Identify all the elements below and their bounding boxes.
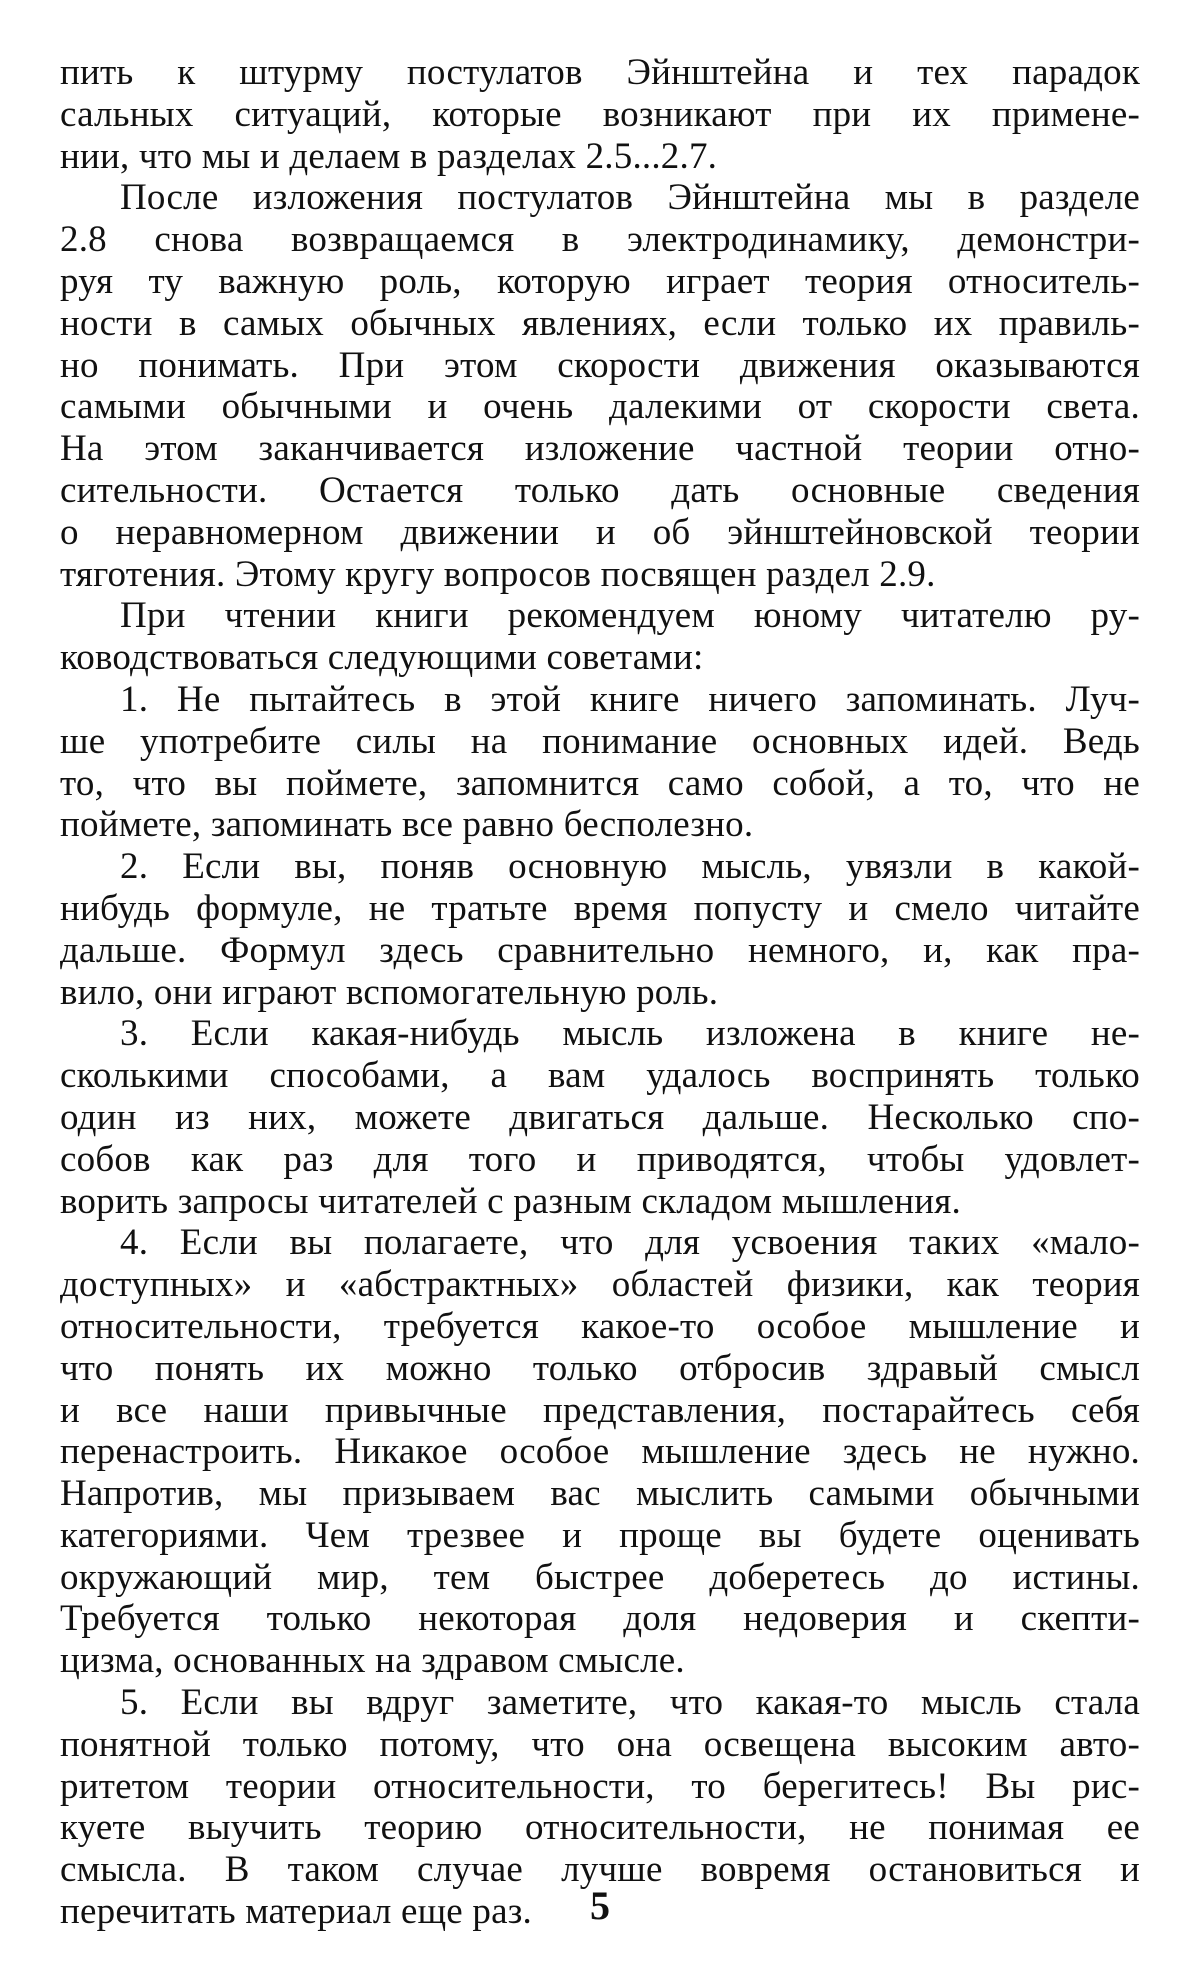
- text-line: 3. Если какая-нибудь мысль изложена в книге не-: [120, 1013, 1140, 1055]
- text-line: вило, они играют вспомогательную роль.: [60, 971, 719, 1013]
- text-line: сколькими способами, а вам удалось воспринять только: [60, 1055, 1140, 1097]
- text-line: нибудь формуле, не тратьте время попусту и смело читайте: [60, 887, 1140, 929]
- text-line: то, что вы поймете, запомнится само собой, а то, что не: [60, 762, 1140, 804]
- text-line: понятной только потому, что она освещена высоким авто-: [60, 1723, 1140, 1765]
- text-line: ворить запросы читателей с разным складом мышления.: [60, 1180, 961, 1222]
- page-text: [60, 52, 1140, 1933]
- text-line: После изложения постулатов Эйнштейна мы в разделе: [120, 177, 1140, 219]
- text-line: куете выучить теорию относительности, не понимая ее: [60, 1807, 1140, 1849]
- text-line: относительности, требуется какое-то особое мышление и: [60, 1305, 1140, 1347]
- paragraph: [60, 52, 1140, 177]
- text-line: перенастроить. Никакое особое мышление здесь не нужно.: [60, 1431, 1140, 1473]
- text-line: ности в самых обычных явлениях, если только их правиль-: [60, 302, 1140, 344]
- text-line: На этом заканчивается изложение частной теории отно-: [60, 428, 1140, 470]
- text-line: смысла. В таком случае лучше вовремя остановиться и: [60, 1849, 1140, 1891]
- text-line: нии, что мы и делаем в разделах 2.5...2.7.: [60, 135, 718, 177]
- text-line: дальше. Формул здесь сравнительно немного, и, как пра-: [60, 929, 1140, 971]
- text-line: и все наши привычные представления, постарайтесь себя: [60, 1389, 1140, 1431]
- text-line: тяготения. Этому кругу вопросов посвящен раздел 2.9.: [60, 553, 936, 595]
- text-line: категориями. Чем трезвее и проще вы будете оценивать: [60, 1514, 1140, 1556]
- text-line: 1. Не пытайтесь в этой книге ничего запоминать. Луч-: [120, 678, 1140, 720]
- paragraph: [60, 679, 1140, 846]
- text-line: цизма, основанных на здравом смысле.: [60, 1640, 685, 1682]
- text-line: но понимать. При этом скорости движения оказываются: [60, 344, 1140, 386]
- text-line: ководствоваться следующими советами:: [60, 637, 704, 679]
- text-line: собов как раз для того и приводятся, чтобы удовлет-: [60, 1138, 1140, 1180]
- text-line: сительности. Остается только дать основные сведения: [60, 469, 1140, 511]
- paragraph: [60, 1013, 1140, 1222]
- page-number: 5: [590, 1883, 610, 1928]
- text-line: перечитать материал еще раз.: [60, 1891, 532, 1933]
- text-line: 4. Если вы полагаете, что для усвоения таких «мало-: [120, 1222, 1140, 1264]
- text-line: 2. Если вы, поняв основную мысль, увязли в какой-: [120, 846, 1140, 888]
- text-line: Требуется только некоторая доля недоверия и скепти-: [60, 1598, 1140, 1640]
- paragraph: [60, 846, 1140, 1013]
- text-line: поймете, запоминать все равно бесполезно.: [60, 804, 754, 846]
- paragraph: [60, 1222, 1140, 1682]
- text-line: руя ту важную роль, которую играет теория относитель-: [60, 260, 1140, 302]
- paragraph: [60, 177, 1140, 595]
- text-line: сальных ситуаций, которые возникают при их примене-: [60, 93, 1140, 135]
- text-line: один из них, можете двигаться дальше. Несколько спо-: [60, 1096, 1140, 1138]
- text-line: что понять их можно только отбросив здравый смысл: [60, 1347, 1140, 1389]
- text-line: Напротив, мы призываем вас мыслить самыми обычными: [60, 1473, 1140, 1515]
- text-line: 5. Если вы вдруг заметите, что какая-то мысль стала: [120, 1682, 1140, 1724]
- paragraph: [60, 595, 1140, 679]
- text-line: ше употребите силы на понимание основных идей. Ведь: [60, 720, 1140, 762]
- text-line: При чтении книги рекомендуем юному читателю ру-: [120, 595, 1140, 637]
- text-line: окружающий мир, тем быстрее доберетесь до истины.: [60, 1556, 1140, 1598]
- text-line: о неравномерном движении и об эйнштейновской теории: [60, 511, 1140, 553]
- text-line: самыми обычными и очень далекими от скорости света.: [60, 386, 1140, 428]
- text-line: 2.8 снова возвращаемся в электродинамику, демонстри-: [60, 219, 1140, 261]
- text-line: пить к штурму постулатов Эйнштейна и тех парадок: [60, 52, 1140, 93]
- text-line: доступных» и «абстрактных» областей физики, как теория: [60, 1264, 1140, 1306]
- text-line: ритетом теории относительности, то берегитесь! Вы рис-: [60, 1765, 1140, 1807]
